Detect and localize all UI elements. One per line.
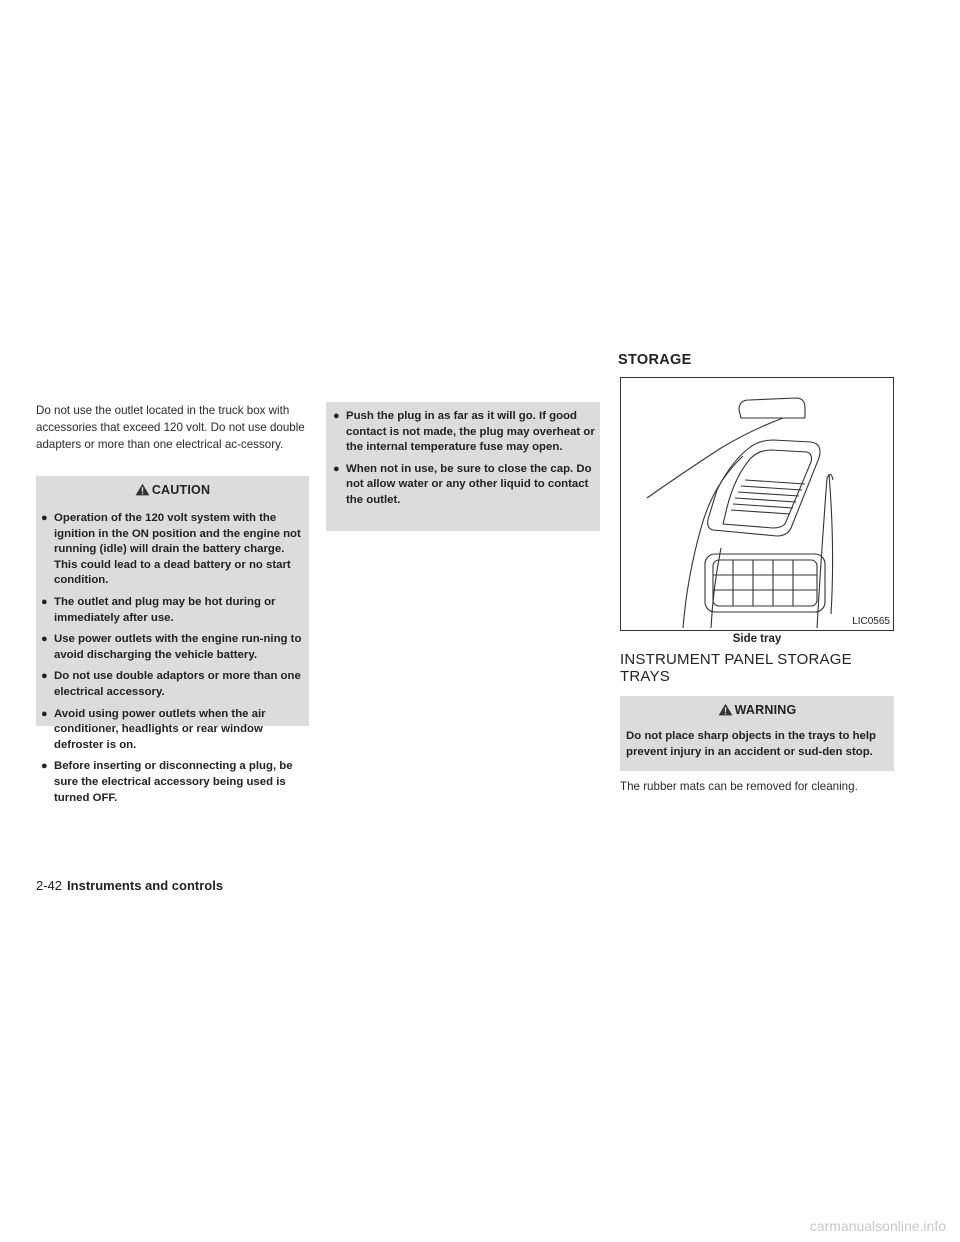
intro-paragraph: Do not use the outlet located in the truck box with accessories that exceed 120 volt. Do not use double adapters or more than one electrical ac-cessory. xyxy=(36,404,305,451)
side-tray-illustration xyxy=(621,378,893,630)
chapter-title: Instruments and controls xyxy=(67,878,224,893)
caution-heading-label: CAUTION xyxy=(151,483,211,497)
warning-heading xyxy=(620,696,894,721)
section-title: STORAGE xyxy=(618,352,692,368)
caution-list xyxy=(40,511,305,806)
page-number: 2-42 xyxy=(36,878,63,893)
watermark: carmanualsonline.info xyxy=(809,1218,946,1234)
caution-box-continued xyxy=(326,402,600,531)
cleaning-note: The rubber mats can be removed for cleaning. xyxy=(620,780,858,793)
warning-triangle-icon xyxy=(135,483,150,496)
figure-code: LIC0565 xyxy=(852,616,890,627)
caution-list-continued xyxy=(332,409,596,509)
caution-heading xyxy=(36,476,309,501)
warning-heading-label: WARNING xyxy=(734,703,797,717)
list-item: ● When not in use, be sure to close the cap. Do not allow water or any other liquid to contact the outlet. xyxy=(333,462,592,506)
list-item: ● Push the plug in as far as it will go. If good contact is not made, the plug may overheat or the internal temperature fuse may open. xyxy=(333,410,595,454)
list-item: ● Before inserting or disconnecting a plug, be sure the electrical accessory being used is turned OFF. xyxy=(41,760,293,804)
warning-text: Do not place sharp objects in the trays to help prevent injury in an accident or sud-den stop. xyxy=(626,730,877,758)
warning-triangle-icon xyxy=(718,703,733,716)
list-item: ● Do not use double adaptors or more than one electrical accessory. xyxy=(41,670,301,698)
list-item: ● Operation of the 120 volt system with the ignition in the ON position and the engine not running (idle) will drain the battery charge. This could lead to a dead battery or no start condition. xyxy=(41,512,301,587)
page-footer xyxy=(36,877,223,895)
subsection-title: INSTRUMENT PANEL STORAGE TRAYS xyxy=(620,651,852,685)
caution-box xyxy=(36,476,309,804)
warning-box xyxy=(620,696,894,771)
list-item: ● The outlet and plug may be hot during or immediately after use. xyxy=(41,595,276,624)
figure-caption: Side tray xyxy=(732,633,782,645)
list-item: ● Avoid using power outlets when the air conditioner, headlights or rear window defroster is on. xyxy=(41,707,266,751)
list-item: ● Use power outlets with the engine run-ning to avoid discharging the vehicle battery. xyxy=(41,633,302,661)
side-tray-figure xyxy=(620,377,894,631)
